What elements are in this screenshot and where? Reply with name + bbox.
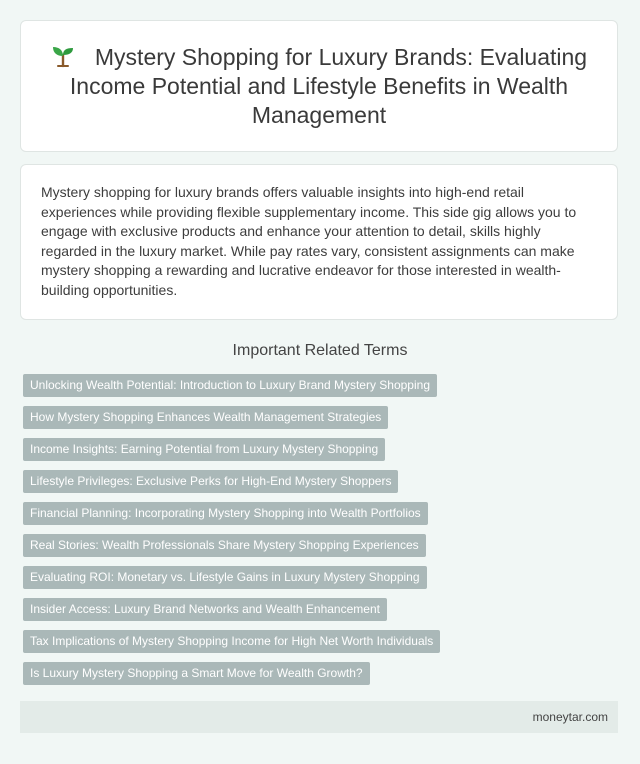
related-term-link[interactable]: Insider Access: Luxury Brand Networks and Wealth Enhancement xyxy=(23,598,387,621)
related-term-link[interactable]: How Mystery Shopping Enhances Wealth Management Strategies xyxy=(23,406,388,429)
footer xyxy=(20,701,618,733)
related-term-item xyxy=(23,630,440,653)
related-term-link[interactable]: Unlocking Wealth Potential: Introduction to Luxury Brand Mystery Shopping xyxy=(23,374,437,397)
related-term-item xyxy=(23,662,440,685)
related-term-link[interactable]: Lifestyle Privileges: Exclusive Perks for High-End Mystery Shoppers xyxy=(23,470,398,493)
related-term-item xyxy=(23,566,440,589)
related-term-item xyxy=(23,374,440,397)
related-term-link[interactable]: Financial Planning: Incorporating Mystery Shopping into Wealth Portfolios xyxy=(23,502,428,525)
related-term-item xyxy=(23,598,440,621)
page-title-text: Mystery Shopping for Luxury Brands: Evaluating Income Potential and Lifestyle Benefits in Wealth Management xyxy=(69,44,588,128)
related-term-item xyxy=(23,470,440,493)
intro-text: Mystery shopping for luxury brands offers valuable insights into high-end retail experiences while providing flexible supplementary income. This side gig allows you to engage with exclusive products and enhance your attention to detail, skills highly regarded in the luxury market. While pay rates vary, consistent assignments can make mystery shopping a rewarding and lucrative endeavor for those interested in wealth-building opportunities. xyxy=(41,184,577,298)
site-link[interactable]: moneytar.com xyxy=(532,710,608,724)
related-term-item xyxy=(23,406,440,429)
related-term-item xyxy=(23,534,440,557)
intro-card xyxy=(20,164,618,320)
title-card xyxy=(20,20,618,152)
related-term-item xyxy=(23,502,440,525)
related-terms-list xyxy=(23,374,440,694)
related-term-link[interactable]: Tax Implications of Mystery Shopping Income for High Net Worth Individuals xyxy=(23,630,440,653)
related-term-link[interactable]: Real Stories: Wealth Professionals Share Mystery Shopping Experiences xyxy=(23,534,426,557)
related-term-item xyxy=(23,438,440,461)
related-term-link[interactable]: Income Insights: Earning Potential from Luxury Mystery Shopping xyxy=(23,438,385,461)
page-title xyxy=(41,43,597,130)
sprout-icon xyxy=(51,44,75,68)
related-term-link[interactable]: Is Luxury Mystery Shopping a Smart Move for Wealth Growth? xyxy=(23,662,370,685)
related-term-link[interactable]: Evaluating ROI: Monetary vs. Lifestyle Gains in Luxury Mystery Shopping xyxy=(23,566,427,589)
related-terms-heading: Important Related Terms xyxy=(232,342,408,359)
